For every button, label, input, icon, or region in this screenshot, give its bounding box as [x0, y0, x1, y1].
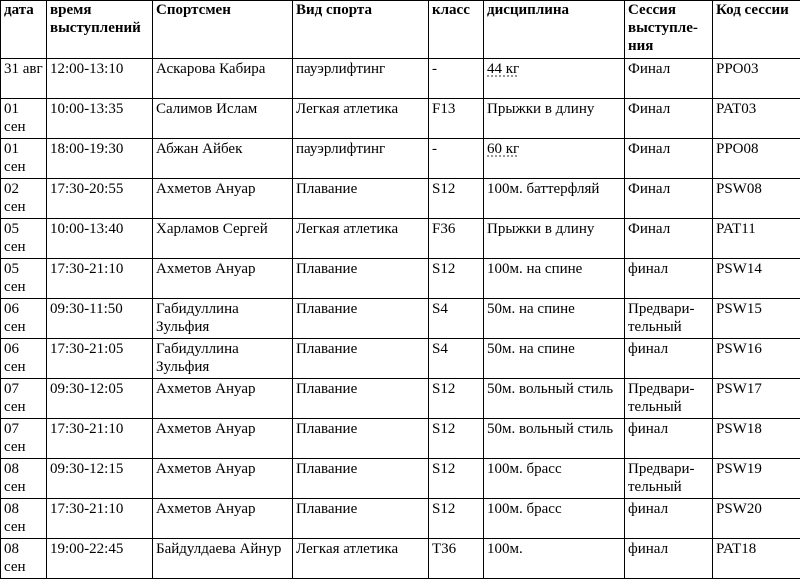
- cell-sport: Плавание: [293, 299, 429, 339]
- header-session: Сессия выступления: [625, 1, 713, 59]
- cell-class: F13: [429, 99, 484, 139]
- cell-session: Предварительный: [625, 379, 713, 419]
- cell-athlete: Салимов Ислам: [153, 99, 293, 139]
- cell-time: 17:30-21:05: [47, 339, 153, 379]
- cell-athlete: Абжан Айбек: [153, 139, 293, 179]
- cell-sport: Легкая атлетика: [293, 99, 429, 139]
- table-row: [1, 419, 800, 459]
- table-row: [1, 299, 800, 339]
- cell-time: 17:30-20:55: [47, 179, 153, 219]
- cell-sport: Плавание: [293, 179, 429, 219]
- cell-sport: Плавание: [293, 379, 429, 419]
- cell-sport: пауэрлифтинг: [293, 139, 429, 179]
- cell-discipline: 50м. вольный стиль: [484, 379, 625, 419]
- cell-code: PSW17: [713, 379, 800, 419]
- cell-session: финал: [625, 339, 713, 379]
- cell-class: S12: [429, 379, 484, 419]
- cell-discipline: 100м. баттерфляй: [484, 179, 625, 219]
- table-row: [1, 179, 800, 219]
- cell-session: Финал: [625, 59, 713, 99]
- cell-date: 08 сен: [1, 459, 47, 499]
- cell-class: S12: [429, 179, 484, 219]
- cell-athlete: Харламов Сергей: [153, 219, 293, 259]
- cell-date: 01 сен: [1, 99, 47, 139]
- cell-session: Финал: [625, 219, 713, 259]
- cell-session: финал: [625, 539, 713, 579]
- cell-athlete: Ахметов Ануар: [153, 379, 293, 419]
- discipline-text: 60 кг: [487, 141, 519, 157]
- cell-code: PSW08: [713, 179, 800, 219]
- cell-session: финал: [625, 499, 713, 539]
- cell-athlete: Ахметов Ануар: [153, 179, 293, 219]
- cell-time: 10:00-13:40: [47, 219, 153, 259]
- cell-athlete: Ахметов Ануар: [153, 499, 293, 539]
- cell-session: Финал: [625, 179, 713, 219]
- cell-date: 06 сен: [1, 339, 47, 379]
- cell-athlete: Ахметов Ануар: [153, 459, 293, 499]
- cell-discipline: 50м. вольный стиль: [484, 419, 625, 459]
- cell-date: 31 авг: [1, 59, 47, 99]
- header-athlete: Спортсмен: [153, 1, 293, 59]
- cell-code: PSW19: [713, 459, 800, 499]
- cell-session: Предварительный: [625, 459, 713, 499]
- cell-code: PAT11: [713, 219, 800, 259]
- cell-class: -: [429, 139, 484, 179]
- header-date: дата: [1, 1, 47, 59]
- cell-time: 17:30-21:10: [47, 419, 153, 459]
- cell-code: PSW16: [713, 339, 800, 379]
- cell-session: финал: [625, 259, 713, 299]
- header-class: класс: [429, 1, 484, 59]
- table-row: [1, 59, 800, 99]
- cell-date: 07 сен: [1, 419, 47, 459]
- cell-date: 08 сен: [1, 539, 47, 579]
- cell-session: Предварительный: [625, 299, 713, 339]
- table-row: [1, 539, 800, 579]
- cell-athlete: Байдулдаева Айнур: [153, 539, 293, 579]
- cell-discipline: 50м. на спине: [484, 299, 625, 339]
- cell-discipline: 100м. на спине: [484, 259, 625, 299]
- cell-time: 09:30-11:50: [47, 299, 153, 339]
- cell-date: 06 сен: [1, 299, 47, 339]
- cell-date: 05 сен: [1, 259, 47, 299]
- cell-session: Финал: [625, 99, 713, 139]
- cell-class: -: [429, 59, 484, 99]
- cell-sport: Плавание: [293, 459, 429, 499]
- cell-discipline: 50м. на спине: [484, 339, 625, 379]
- cell-time: 09:30-12:15: [47, 459, 153, 499]
- cell-class: S12: [429, 259, 484, 299]
- cell-class: F36: [429, 219, 484, 259]
- table-row: [1, 499, 800, 539]
- cell-time: 17:30-21:10: [47, 259, 153, 299]
- cell-sport: Плавание: [293, 419, 429, 459]
- cell-code: PAT03: [713, 99, 800, 139]
- cell-sport: Легкая атлетика: [293, 219, 429, 259]
- table-row: [1, 339, 800, 379]
- cell-discipline: Прыжки в длину: [484, 219, 625, 259]
- cell-session: Финал: [625, 139, 713, 179]
- cell-time: 10:00-13:35: [47, 99, 153, 139]
- cell-discipline: 100м.: [484, 539, 625, 579]
- cell-code: PSW14: [713, 259, 800, 299]
- cell-class: S12: [429, 459, 484, 499]
- cell-sport: Плавание: [293, 259, 429, 299]
- cell-class: T36: [429, 539, 484, 579]
- header-code: Код сессии: [713, 1, 800, 59]
- cell-time: 18:00-19:30: [47, 139, 153, 179]
- cell-time: 17:30-21:10: [47, 499, 153, 539]
- cell-sport: пауэрлифтинг: [293, 59, 429, 99]
- cell-date: 05 сен: [1, 219, 47, 259]
- cell-time: 12:00-13:10: [47, 59, 153, 99]
- cell-code: PSW15: [713, 299, 800, 339]
- cell-code: PPO08: [713, 139, 800, 179]
- cell-time: 09:30-12:05: [47, 379, 153, 419]
- table-row: [1, 99, 800, 139]
- header-discipline: дисциплина: [484, 1, 625, 59]
- cell-discipline: Прыжки в длину: [484, 99, 625, 139]
- table-row: [1, 379, 800, 419]
- cell-code: PSW18: [713, 419, 800, 459]
- cell-code: PSW20: [713, 499, 800, 539]
- table-row: [1, 259, 800, 299]
- cell-sport: Легкая атлетика: [293, 539, 429, 579]
- header-row: [1, 1, 800, 59]
- cell-athlete: Аскарова Кабира: [153, 59, 293, 99]
- cell-class: S12: [429, 499, 484, 539]
- cell-athlete: Габидуллина Зульфия: [153, 299, 293, 339]
- cell-discipline: [484, 59, 625, 99]
- cell-athlete: Ахметов Ануар: [153, 419, 293, 459]
- cell-date: 07 сен: [1, 379, 47, 419]
- cell-time: 19:00-22:45: [47, 539, 153, 579]
- cell-date: 08 сен: [1, 499, 47, 539]
- cell-code: PAT18: [713, 539, 800, 579]
- cell-class: S12: [429, 419, 484, 459]
- cell-date: 01 сен: [1, 139, 47, 179]
- cell-code: PPO03: [713, 59, 800, 99]
- cell-discipline: [484, 139, 625, 179]
- cell-class: S4: [429, 339, 484, 379]
- cell-discipline: 100м. брасс: [484, 459, 625, 499]
- table-row: [1, 459, 800, 499]
- cell-sport: Плавание: [293, 499, 429, 539]
- header-time: время выступлений: [47, 1, 153, 59]
- header-sport: Вид спорта: [293, 1, 429, 59]
- cell-sport: Плавание: [293, 339, 429, 379]
- cell-date: 02 сен: [1, 179, 47, 219]
- cell-discipline: 100м. брасс: [484, 499, 625, 539]
- table-row: [1, 219, 800, 259]
- table-row: [1, 139, 800, 179]
- cell-session: финал: [625, 419, 713, 459]
- cell-class: S4: [429, 299, 484, 339]
- discipline-text: 44 кг: [487, 61, 519, 77]
- cell-athlete: Габидуллина Зульфия: [153, 339, 293, 379]
- cell-athlete: Ахметов Ануар: [153, 259, 293, 299]
